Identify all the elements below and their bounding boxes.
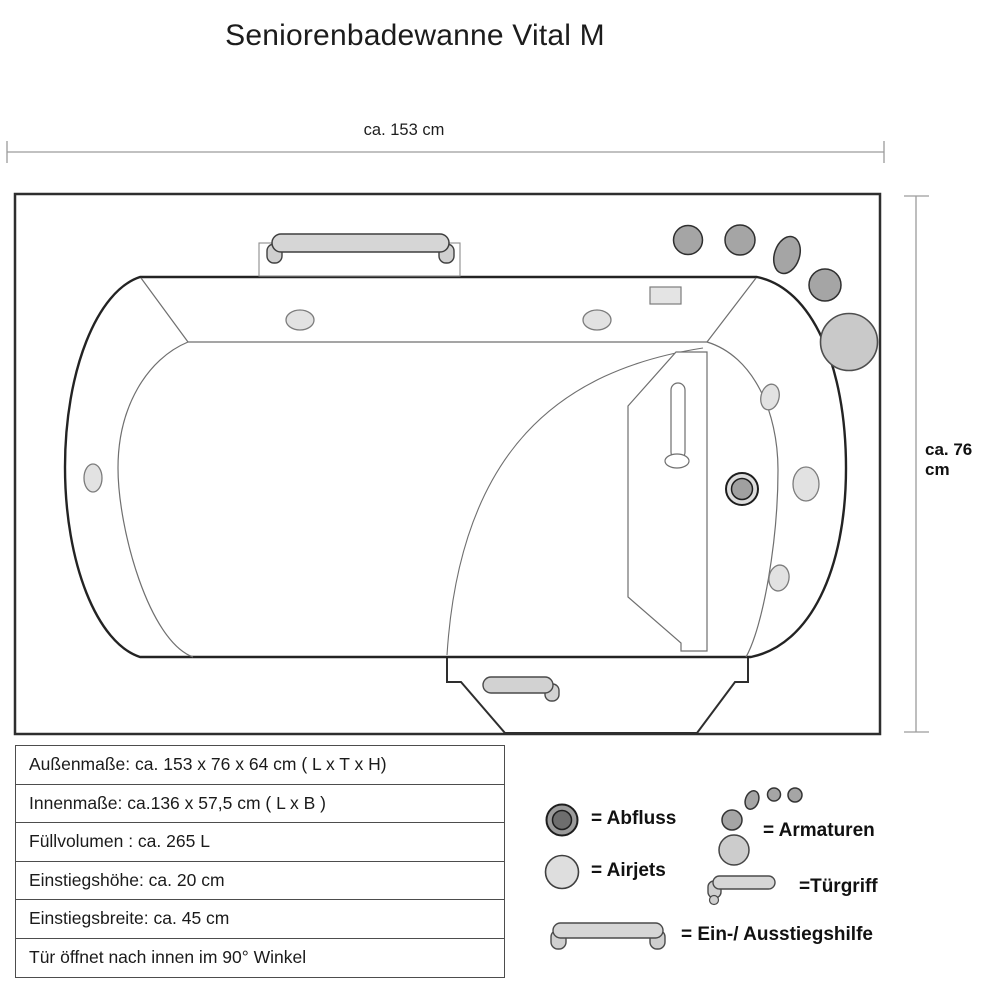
drain-icon [543, 801, 581, 839]
entry-exit-aid-icon [549, 920, 667, 952]
door-handle-icon [671, 383, 685, 459]
airjets-icon [543, 853, 581, 891]
spec-row-einstiegshoehe: Einstiegshöhe: ca. 20 cm [15, 861, 505, 901]
spec-row-einstiegsbreite: Einstiegsbreite: ca. 45 cm [15, 899, 505, 939]
width-dimension-label: ca. 153 cm [363, 121, 445, 139]
height-dimension-line [904, 196, 929, 732]
overflow-plate [650, 287, 681, 304]
airjet-icon [583, 310, 611, 330]
width-dimension-line [7, 141, 884, 163]
spec-row-innenmasse: Innenmaße: ca.136 x 57,5 cm ( L x B ) [15, 784, 505, 824]
airjet-icon [84, 464, 102, 492]
legend-label-airjets: = Airjets [591, 860, 666, 881]
spec-row-fuellvolumen: Füllvolumen : ca. 265 L [15, 822, 505, 862]
spec-table [15, 745, 505, 978]
page-title: Seniorenbadewanne Vital M [225, 19, 605, 52]
door-panel [628, 352, 707, 651]
legend-label-abfluss: = Abfluss [591, 808, 677, 829]
large-airjet-icon [821, 314, 878, 371]
spec-row-aussenmasse: Außenmaße: ca. 153 x 76 x 64 cm ( L x T x H) [15, 745, 505, 785]
legend-label-entry-exit-aid: = Ein-/ Ausstiegshilfe [681, 924, 873, 945]
tuergriff-icon [705, 872, 779, 906]
airjet-icon [286, 310, 314, 330]
airjet-icon [793, 467, 819, 501]
height-dimension-label: ca. 76 cm [925, 440, 973, 479]
door-handle-mount [665, 454, 689, 468]
drain-icon [726, 473, 758, 505]
legend-label-tuergriff: =Türgriff [799, 876, 878, 897]
legend-label-armaturen: = Armaturen [763, 820, 875, 841]
entry-exit-handle-icon [259, 234, 460, 276]
spec-row-tueroeffnung: Tür öffnet nach innen im 90° Winkel [15, 938, 505, 978]
